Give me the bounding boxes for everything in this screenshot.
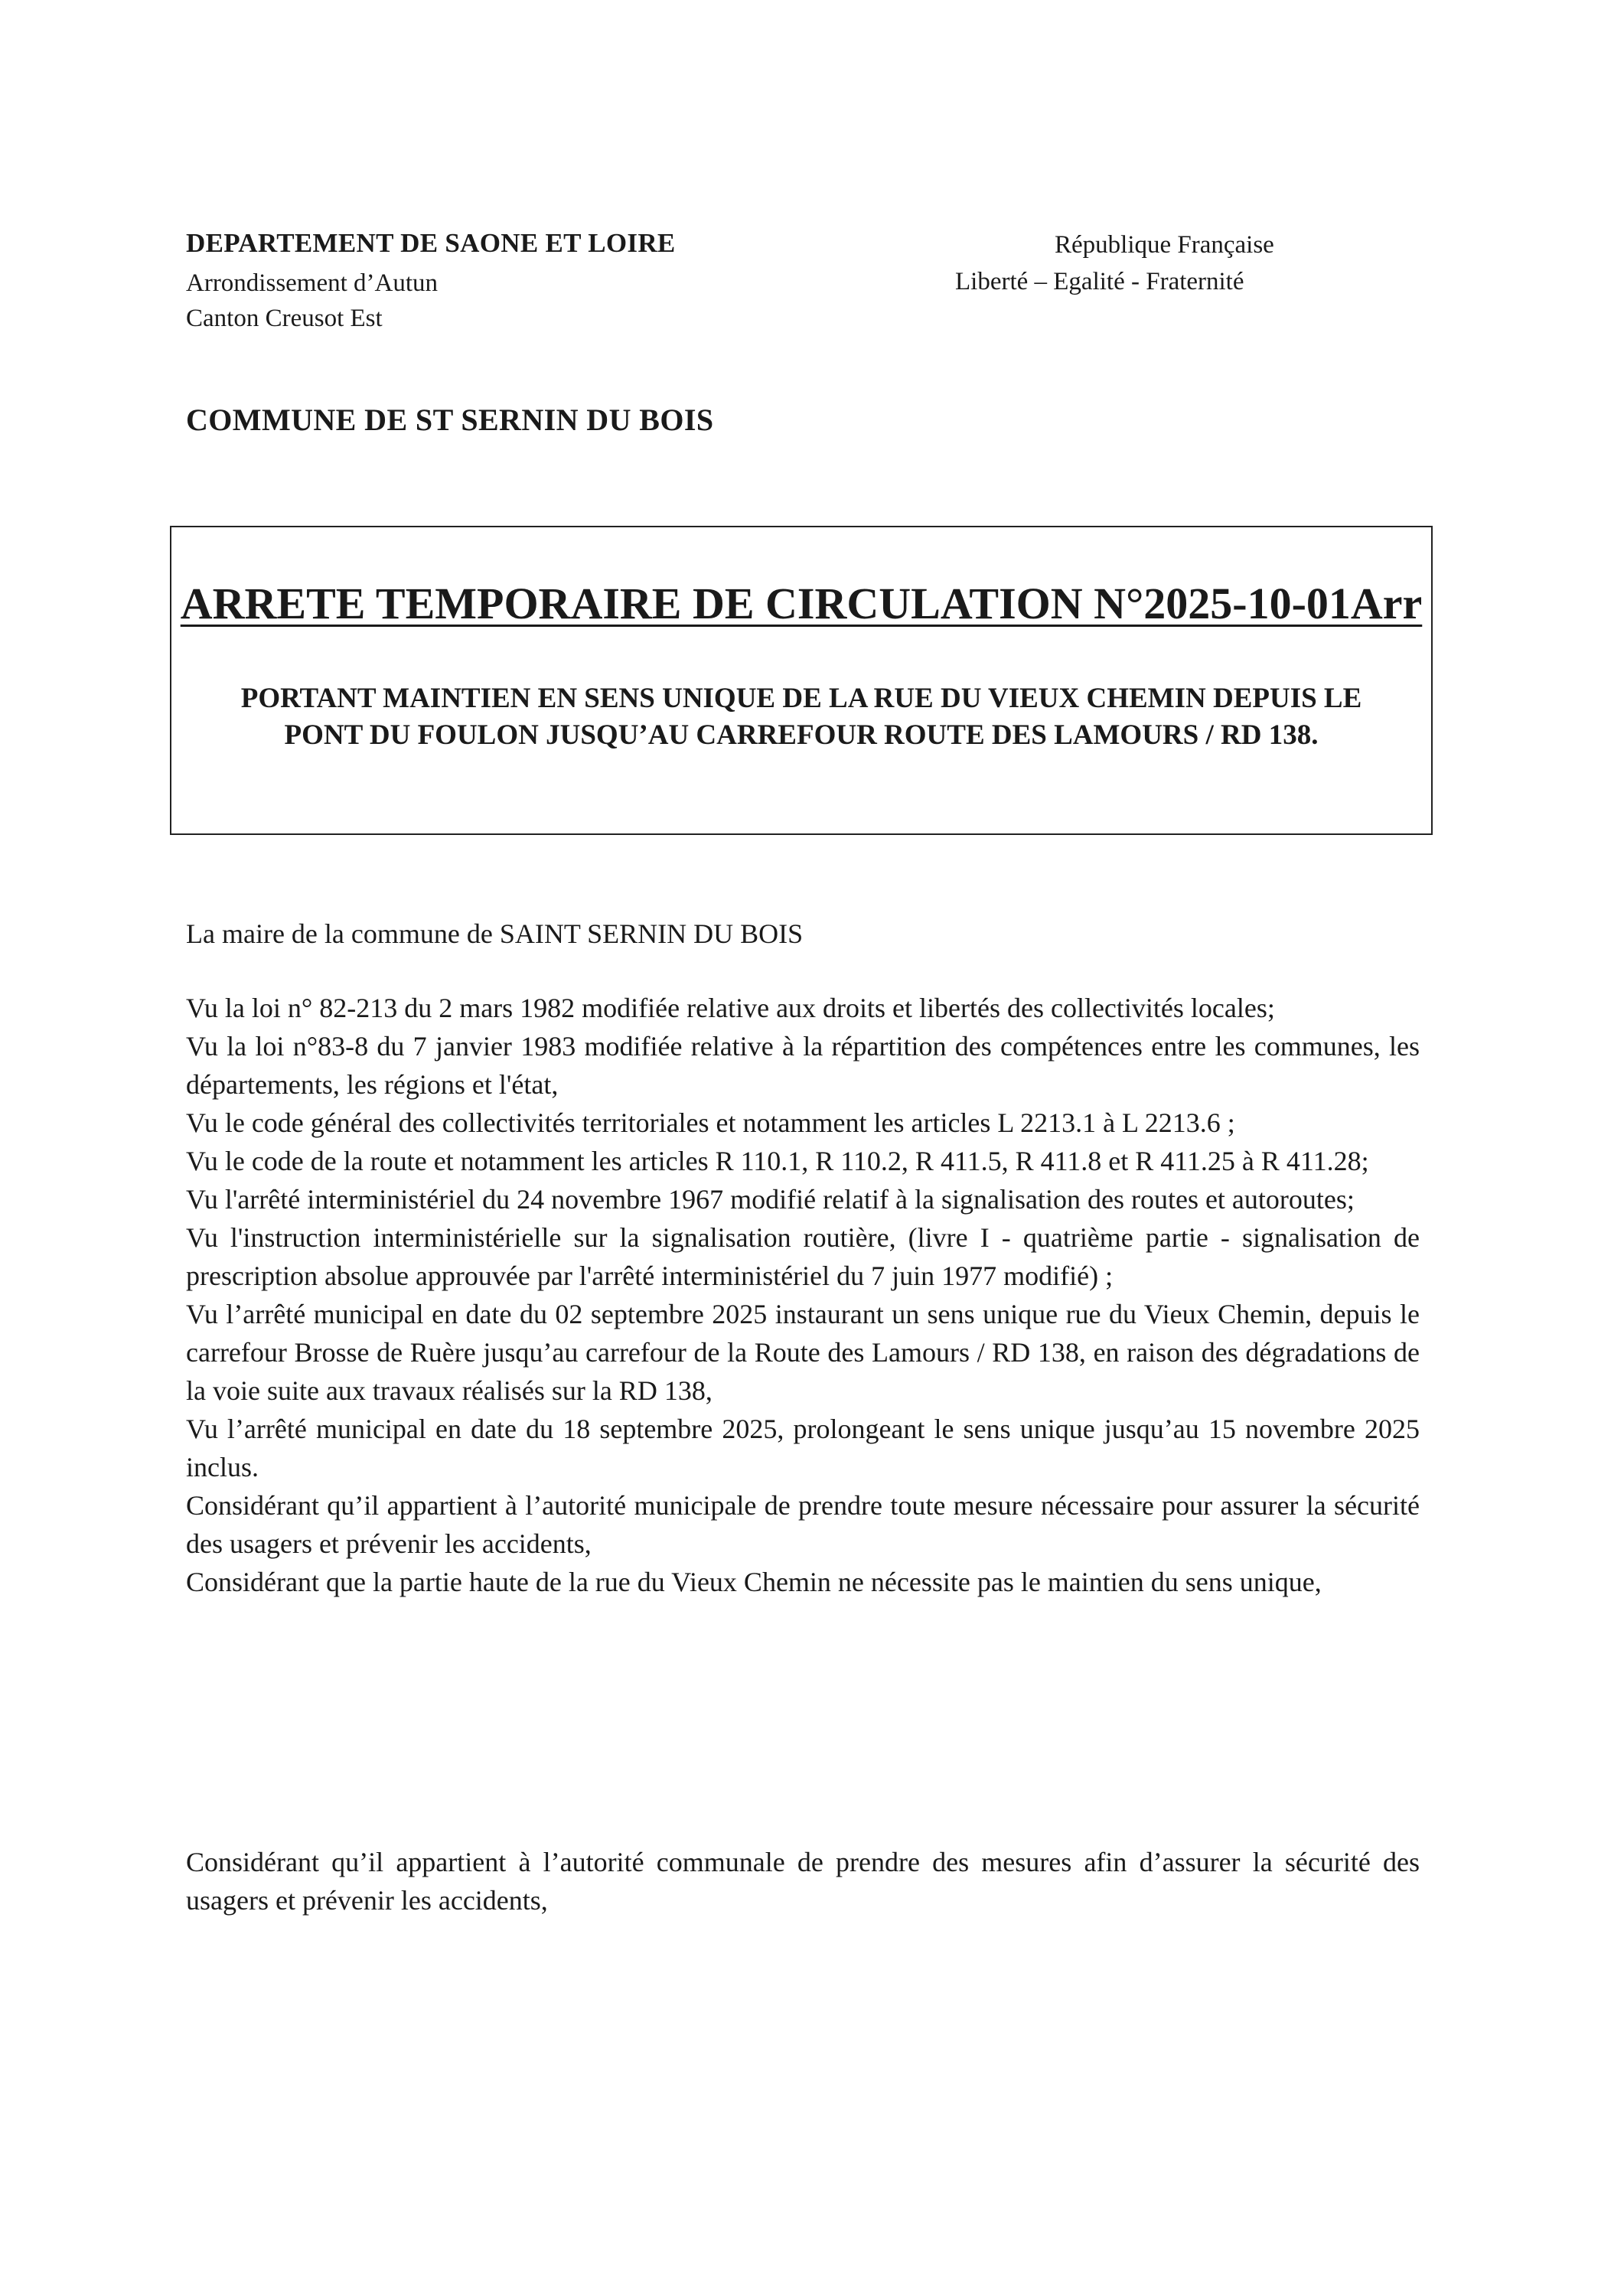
recital-paragraph: Vu le code général des collectivités territoriales et notamment les articles L 2213.1 à L 2213.6 ; (186, 1107, 1235, 1138)
canton: Canton Creusot Est (186, 305, 383, 332)
arrete-title: ARRETE TEMPORAIRE DE CIRCULATION N°2025-10-01Arr (180, 579, 1423, 628)
title-box (170, 526, 1433, 835)
commune-name: COMMUNE DE ST SERNIN DU BOIS (186, 403, 714, 437)
recital-paragraph: Vu l'instruction interministérielle sur la signalisation routière, (livre I - quatrième partie - signalisation de prescription absolue approuvée par l'arrêté interministériel du 7 juin 1977 modifié) ; (186, 1222, 1420, 1291)
recital-paragraph: Considérant qu’il appartient à l’autorité municipale de prendre toute mesure nécessaire pour assurer la sécurité des usagers et prévenir les accidents, (186, 1490, 1420, 1559)
recital-paragraph: Considérant que la partie haute de la rue du Vieux Chemin ne nécessite pas le maintien du sens unique, (186, 1567, 1322, 1597)
department-name: DEPARTEMENT DE SAONE ET LOIRE (186, 228, 676, 258)
arrete-subtitle: PORTANT MAINTIEN EN SENS UNIQUE DE LA RUE DU VIEUX CHEMIN DEPUIS LE PONT DU FOULON JUSQU’AU CARREFOUR ROUTE DES LAMOURS / RD 138. (240, 683, 1362, 751)
recital-paragraph: Vu l’arrêté municipal en date du 02 septembre 2025 instaurant un sens unique rue du Vieux Chemin, depuis le carrefour Brosse de Ruère jusqu’au carrefour de la Route des Lamours / RD 138, en raison des dégradations de la voie suite aux travaux réalisés sur la RD 138, (186, 1299, 1420, 1406)
closing-paragraph: Considérant qu’il appartient à l’autorité communale de prendre des mesures afin d’assurer la sécurité des usagers et prévenir les accidents, (186, 1847, 1420, 1916)
republic-motto: Liberté – Egalité - Fraternité (955, 268, 1244, 295)
recitals (186, 989, 1420, 1601)
republic-label: République Française (1055, 231, 1274, 259)
closing-consideration (186, 1843, 1420, 1919)
recital-paragraph: Vu l'arrêté interministériel du 24 novembre 1967 modifié relatif à la signalisation des routes et autoroutes; (186, 1184, 1355, 1215)
recital-paragraph: Vu le code de la route et notamment les articles R 110.1, R 110.2, R 411.5, R 411.8 et R 411.25 à R 411.28; (186, 1146, 1369, 1176)
recital-paragraph: Vu la loi n° 82-213 du 2 mars 1982 modifiée relative aux droits et libertés des collectivités locales; (186, 993, 1275, 1023)
recital-paragraph: Vu la loi n°83-8 du 7 janvier 1983 modifiée relative à la répartition des compétences entre les communes, les départements, les régions et l'état, (186, 1031, 1420, 1100)
maire-statement: La maire de la commune de SAINT SERNIN DU BOIS (186, 918, 804, 949)
arrondissement: Arrondissement d’Autun (186, 269, 439, 297)
recital-paragraph: Vu l’arrêté municipal en date du 18 septembre 2025, prolongeant le sens unique jusqu’au 15 novembre 2025 inclus. (186, 1414, 1420, 1482)
